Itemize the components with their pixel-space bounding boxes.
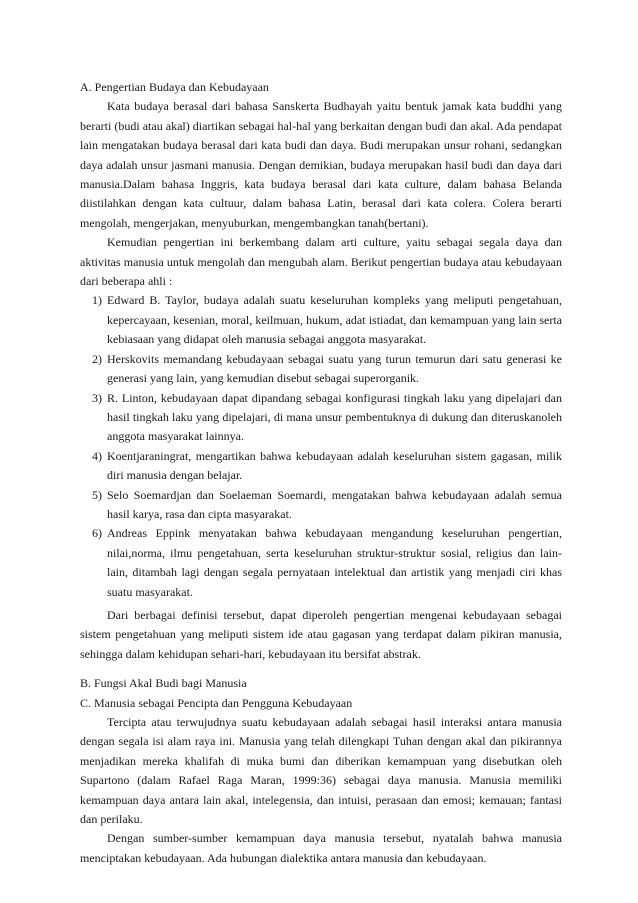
definition-item — [92, 524, 562, 602]
definitions-list — [80, 291, 562, 602]
definition-text: Edward B. Taylor, budaya adalah suatu keseluruhan kompleks yang meliputi pengetahuan, kepercayaan, kesenian, moral, keilmuan, hukum, adat istiadat, dan kemampuan yang lain serta kebiasaan yang didapat oleh manusia sebagai anggota masyarakat. — [107, 293, 562, 347]
definition-number: 5) — [92, 487, 102, 502]
section-a-paragraph-1: Kata budaya berasal dari bahasa Sanskerta Budhayah yaitu bentuk jamak kata buddhi yang berarti (budi atau akal) diartikan sebagai hal-hal yang berkaitan dengan budi dan akal. Ada pendapat lain mengatakan budaya berasal dari kata budi dan daya. Budi merupakan unsur rohani, sedangkan daya adalah unsur jasmani manusia. Dengan demikian, budaya merupakan hasil budi dan daya dari manusia.Dalam bahasa Inggris, kata budaya berasal dari kata culture, dalam bahasa Belanda diistilahkan dengan kata cultuur, dalam bahasa Latin, berasal dari kata colera. Colera berarti mengolah, mengerjakan, menyuburkan, mengembangkan tanah(bertani). — [80, 99, 562, 230]
definition-item — [92, 291, 562, 349]
definition-number: 4) — [92, 448, 102, 463]
section-c-paragraph-1: Tercipta atau terwujudnya suatu kebudayaan adalah sebagai hasil interaksi antara manusia dengan segala isi alam raya ini. Manusia yang telah dilengkapi Tuhan dengan akal dan pikirannya menjadikan mereka khalifah di muka bumi dan diberikan kemampuan yang disebutkan oleh Supartono (dalam Rafael Raga Maran, 1999:36) sebagai daya manusia. Manusia memiliki kemampuan daya antara lain akal, intelegensia, dan intuisi, perasaan dan emosi; kemauan; fantasi dan perilaku. — [80, 715, 562, 827]
definition-text: Herskovits memandang kebudayaan sebagai suatu yang turun temurun dari satu generasi ke generasi yang lain, yang kemudian disebut sebagai superorganik. — [107, 351, 562, 386]
section-b-heading: B. Fungsi Akal Budi bagi Manusia — [80, 676, 247, 691]
definition-text: R. Linton, kebudayaan dapat dipandang sebagai konfigurasi tingkah laku yang dipelajari dan hasil tingkah laku yang dipelajari, di mana unsur pembentuknya di dukung dan diteruskanoleh anggota masyarakat lainnya. — [107, 390, 562, 444]
definition-number: 6) — [92, 526, 102, 541]
section-a-heading: A. Pengertian Budaya dan Kebudayaan — [80, 80, 269, 94]
section-a-paragraph-2: Kemudian pengertian ini berkembang dalam arti culture, yaitu sebagai segala daya dan aktivitas manusia untuk mengolah dan mengubah alam. Berikut pengertian budaya atau kebudayaan dari beberapa ahli : — [80, 235, 562, 289]
definition-item — [92, 350, 562, 389]
section-c-heading: C. Manusia sebagai Pencipta dan Pengguna Kebudayaan — [80, 695, 353, 710]
definition-number: 2) — [92, 351, 102, 366]
definition-text: Koentjaraningrat, mengartikan bahwa kebudayaan adalah keseluruhan sistem gagasan, milik diri manusia dengan belajar. — [107, 448, 562, 483]
section-c-paragraph-2: Dengan sumber-sumber kemampuan daya manusia tersebut, nyatalah bahwa manusia menciptakan kebudayaan. Ada hubungan dialektika antara manusia dan kebudayaan. — [80, 831, 562, 865]
definition-number: 3) — [92, 390, 102, 405]
definition-text: Andreas Eppink menyatakan bahwa kebudayaan mengandung keseluruhan pengertian, nilai,norma, ilmu pengetahuan, serta keseluruhan struktur-struktur sosial, religius dan lain-lain, ditambah lagi dengan segala pernyataan intelektual dan artistik yang menjadi ciri khas suatu masyarakat. — [107, 526, 562, 599]
definition-text: Selo Soemardjan dan Soelaeman Soemardi, mengatakan bahwa kebudayaan adalah semua hasil karya, rasa dan cipta masyarakat. — [107, 487, 562, 521]
document-page — [80, 78, 562, 868]
definition-item — [92, 486, 562, 525]
definition-item — [92, 389, 562, 447]
section-a-paragraph-3: Dari berbagai definisi tersebut, dapat diperoleh pengertian mengenai kebudayaan sebagai sistem pengetahuan yang meliputi sistem ide atau gagasan yang terdapat dalam pikiran manusia, sehingga dalam kehidupan sehari-hari, kebudayaan itu bersifat abstrak. — [80, 607, 562, 661]
definition-number: 1) — [92, 293, 102, 308]
definition-item — [92, 447, 562, 486]
